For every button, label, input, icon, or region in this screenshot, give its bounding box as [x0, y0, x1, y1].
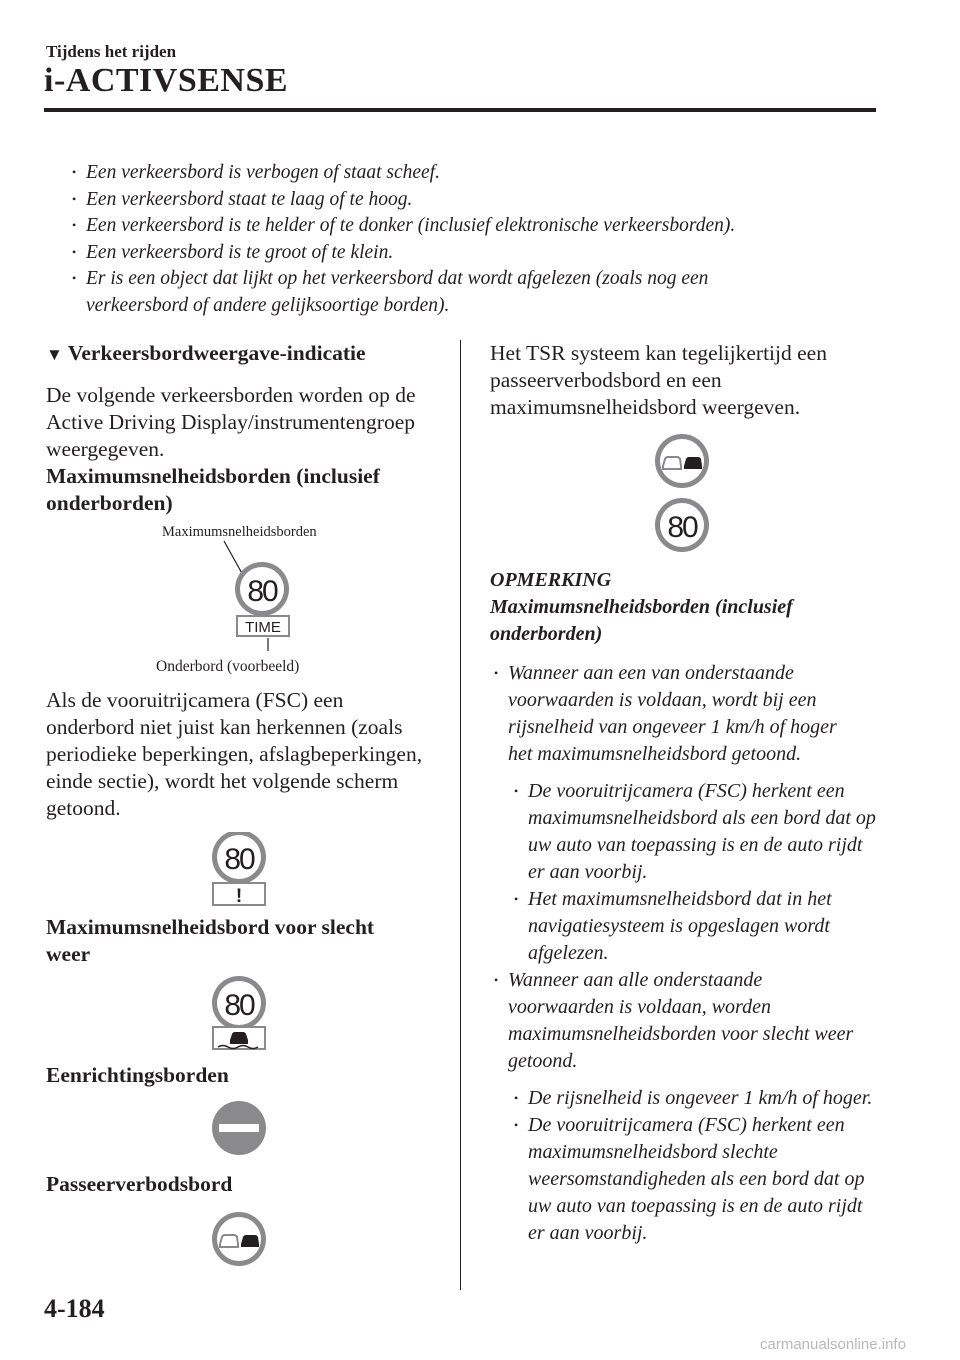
speed-value: 80: [667, 511, 697, 544]
note-bullet: • Wanneer aan alle onderstaande voorwaarden is voldaan, worden maximumsnelheidsborden voor slecht weer getoond.: [490, 967, 858, 1075]
subsign-text: TIME: [245, 619, 281, 636]
speed-signs-heading: Maximumsnelheidsborden (inclusief onderborden): [46, 464, 380, 515]
note-bullet: • Wanneer aan een van onderstaande voorwaarden is voldaan, wordt bij een rijsnelheid van ongeveer 1 km/h of hoger het maximumsnelheidsbord getoond.: [490, 660, 858, 768]
no-passing-figure: [46, 1206, 436, 1272]
note-sub-bullet: • De rijsnelheid is ongeveer 1 km/h of hoger.: [490, 1085, 878, 1112]
bad-weather-figure: [46, 974, 436, 1054]
no-passing-heading: Passeerverbodsbord: [46, 1172, 233, 1196]
list-item: • Een verkeersbord is verbogen of staat scheef.: [70, 160, 890, 187]
subsign-text: !: [235, 886, 243, 907]
list-item: • Een verkeersbord is te helder of te donker (inclusief elektronische verkeersborden).: [70, 213, 890, 240]
section-heading-text: Verkeersbordweergave-indicatie: [67, 341, 366, 365]
speed-value: 80: [224, 843, 254, 876]
triangle-marker-icon: ▼: [46, 345, 63, 364]
header-divider: [44, 108, 876, 112]
figure-label-subsign: Onderbord (voorbeeld): [156, 658, 300, 675]
one-way-heading: Eenrichtingsborden: [46, 1063, 229, 1087]
note-sub-bullet: • De vooruitrijcamera (FSC) herkent een maximumsnelheidsbord als een bord dat op uw auto van toepassing is en de auto rijdt er aan voorbij.: [490, 778, 878, 886]
bad-weather-heading: Maximumsnelheidsbord voor slecht weer: [46, 915, 375, 966]
note-heading: Maximumsnelheidsborden (inclusief onderborden): [490, 596, 793, 645]
unknown-subsign-figure: [46, 832, 436, 910]
list-item: • Een verkeersbord staat te laag of te hoog.: [70, 187, 890, 214]
section-heading: [46, 340, 436, 368]
note-sub-bullet: • De vooruitrijcamera (FSC) herkent een maximumsnelheidsbord slechte weersomstandigheden als een bord dat op uw auto van toepassing is en de auto rijdt er aan voorbij.: [490, 1112, 878, 1247]
list-item: • Er is een object dat lijkt op het verkeersbord dat wordt afgelezen (zoals nog een verkeersbord of andere gelijksoortige borden).: [70, 266, 806, 319]
intro-text: De volgende verkeersborden worden op de Active Driving Display/instrumentengroep weergegeven.: [46, 383, 416, 461]
watermark: carmanualsonline.info: [760, 1336, 906, 1353]
page-number: 4-184: [44, 1294, 105, 1323]
figure-label-speed-signs: Maximumsnelheidsborden: [162, 524, 317, 540]
note-sub-bullet: • Het maximumsnelheidsbord dat in het navigatiesysteem is opgeslagen wordt afgelezen.: [490, 886, 878, 967]
column-divider: [460, 340, 461, 1290]
condition-list: [70, 160, 890, 319]
speed-sign-figure-graphic: [46, 517, 436, 675]
list-item: • Een verkeersbord is te groot of te klein.: [70, 240, 890, 267]
section-label: Tijdens het rijden: [46, 42, 177, 61]
one-way-figure: [46, 1095, 436, 1161]
combined-signs-figure: [490, 431, 880, 555]
left-column: [46, 340, 436, 1272]
speed-value: 80: [224, 989, 254, 1022]
speed-value: 80: [247, 575, 277, 608]
fsc-text: Als de vooruitrijcamera (FSC) een onderbord niet juist kan herkennen (zoals periodieke beperkingen, afslagbeperkingen, einde sectie), wordt het volgende scherm getoond.: [46, 688, 423, 820]
right-column: [490, 340, 880, 1247]
page-title: i-ACTIVSENSE: [44, 62, 289, 99]
right-intro-text: Het TSR systeem kan tegelijkertijd een passeerverbodsbord en een maximumsnelheidsbord weergeven.: [490, 341, 827, 419]
speed-sign-figure: [46, 517, 436, 675]
note-label: OPMERKING: [490, 569, 612, 591]
